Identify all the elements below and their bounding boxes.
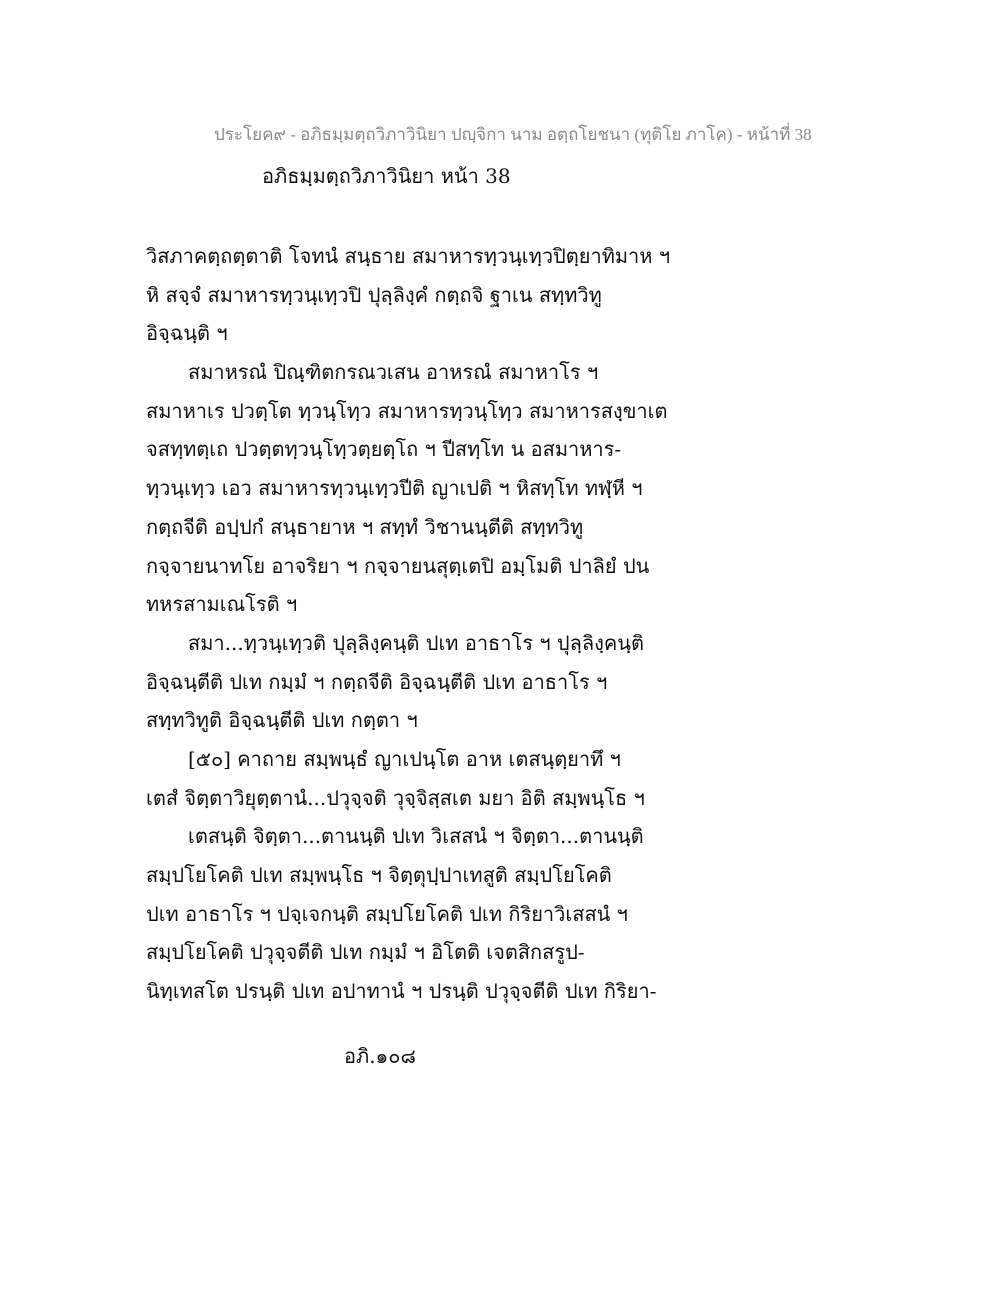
text-line: อิจฺฉนฺตีติ ปเท กมฺมํ ฯ กตฺถจีติ อิจฺฉนฺตีติ ปเท อาธาโร ฯ (146, 669, 608, 694)
text-line: สทฺทวิทูติ อิจฺฉนฺตีติ ปเท กตฺตา ฯ (146, 708, 418, 733)
text-line: ทฺวนฺเทฺว เอว สมาหารทฺวนฺเทฺวปีติ ญาเปติ ฯ หิสทฺโท ทฬฺหี ฯ (146, 476, 643, 501)
text-line: จสทฺทตฺเถ ปวตฺตทฺวนฺโทฺวตฺยตฺโถ ฯ ปีสทฺโท น อสมาหาร- (146, 437, 622, 462)
running-header: ประโยค๙ - อภิธมฺมตฺถวิภาวินิยา ปญฺจิกา นาม อตฺถโยชนา (ทุติโย ภาโค) - หน้าที่ 38 (214, 125, 812, 144)
body-text (146, 237, 671, 1011)
text-line: เตสํ จิตฺตาวิยุตฺตานํ...ปวุจฺจติ วุจฺจิสฺสเต มยา อิติ สมฺพนฺโธ ฯ (146, 785, 645, 810)
text-line: วิสภาคตฺถตฺตาติ โจทนํ สนฺธาย สมาหารทฺวนฺเทฺวปิตฺยาทิมาห ฯ (146, 244, 671, 268)
text-line: กจฺจายนาทโย อาจริยา ฯ กจฺจายนสุตฺเตปิ อมฺโมติ ปาลิยํ ปน (146, 553, 650, 578)
text-line: ปเท อาธาโร ฯ ปจฺเจกนฺติ สมฺปโยโคติ ปเท กิริยาวิเสสนํ ฯ (146, 901, 628, 926)
page-heading: อภิธมฺมตฺถวิภาวินิยา หน้า 38 (262, 164, 511, 188)
paragraph-start-line: สมา...ทฺวนฺเทฺวติ ปุลฺลิงฺคนฺติ ปเท อาธาโร ฯ ปุลฺลิงฺคนฺติ (188, 630, 644, 655)
text-line: ทหรสามเณโรติ ฯ (146, 592, 298, 617)
text-line: สมฺปโยโคติ ปเท สมฺพนฺโธ ฯ จิตฺตุปฺปาเทสูติ สมฺปโยโคติ (146, 863, 612, 887)
text-line: นิทฺเทสโต ปรนฺติ ปเท อปาทานํ ฯ ปรนฺติ ปวุจฺจตีติ ปเท กิริยา- (146, 979, 657, 1004)
text-line: อิจฺฉนฺติ ฯ (146, 321, 228, 346)
page-number-footer: อภิ.๑๐๘ (344, 1044, 416, 1068)
text-line: หิ สจฺจํ สมาหารทฺวนฺเทฺวปิ ปุลฺลิงฺคํ กตฺถจิ ฐาเน สทฺทวิทู (146, 282, 602, 307)
paragraph-start-line: สมาหรณํ ปิณฺฑิตกรณวเสน อาหรณํ สมาหาโร ฯ (188, 360, 599, 385)
text-line: กตฺถจีติ อปฺปกํ สนฺธายาห ฯ สทฺทํ วิชานนฺตีติ สทฺทวิทู (146, 514, 584, 539)
paragraph-start-line: เตสนฺติ จิตฺตา...ตานนฺติ ปเท วิเสสนํ ฯ จิตฺตา...ตานนฺติ (188, 824, 644, 849)
text-line: สมาหาเร ปวตฺโต ทฺวนฺโทฺว สมาหารทฺวนฺโทฺว สมาหารสงฺขาเต (146, 398, 668, 423)
paragraph-start-line: [๕๐] คาถาย สมฺพนฺธํ ญาเปนฺโต อาห เตสนฺตฺยาทึ ฯ (188, 746, 621, 771)
text-line: สมฺปโยโคติ ปวุจฺจตีติ ปเท กมฺมํ ฯ อิโตติ เจตสิกสรูป- (146, 940, 585, 965)
